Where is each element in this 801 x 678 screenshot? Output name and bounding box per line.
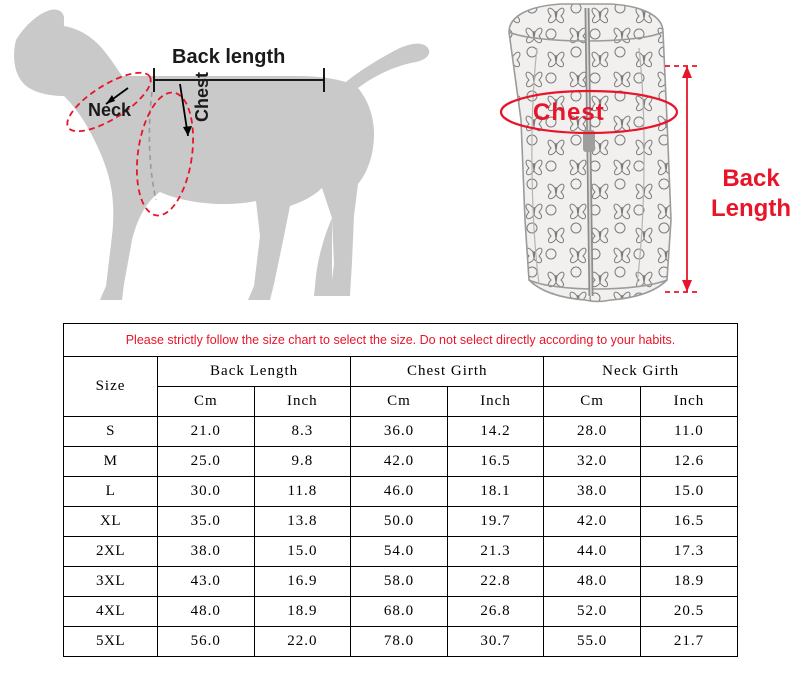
cell-size: M xyxy=(64,447,158,477)
cell-back-inch: 16.9 xyxy=(254,567,351,597)
table-row xyxy=(64,537,737,567)
cell-size: L xyxy=(64,477,158,507)
cell-size: XL xyxy=(64,507,158,537)
cell-chest-cm: 58.0 xyxy=(351,567,448,597)
cell-neck-cm: 38.0 xyxy=(544,477,641,507)
table-header-group-row xyxy=(64,357,737,387)
header-back-cm: Cm xyxy=(158,387,255,417)
cell-neck-cm: 42.0 xyxy=(544,507,641,537)
cell-chest-inch: 26.8 xyxy=(447,597,544,627)
cell-neck-cm: 55.0 xyxy=(544,627,641,657)
label-chest-dog: Chest xyxy=(192,71,212,122)
cell-chest-cm: 50.0 xyxy=(351,507,448,537)
header-back-length: Back Length xyxy=(158,357,351,387)
header-chest-inch: Inch xyxy=(447,387,544,417)
cell-neck-cm: 44.0 xyxy=(544,537,641,567)
label-chest-vest: Chest xyxy=(533,99,605,126)
cell-neck-cm: 52.0 xyxy=(544,597,641,627)
cell-chest-inch: 19.7 xyxy=(447,507,544,537)
cell-neck-inch: 12.6 xyxy=(640,447,737,477)
header-chest-girth: Chest Girth xyxy=(351,357,544,387)
table-row xyxy=(64,417,737,447)
header-neck-cm: Cm xyxy=(544,387,641,417)
cell-neck-inch: 20.5 xyxy=(640,597,737,627)
cell-back-inch: 11.8 xyxy=(254,477,351,507)
table-row xyxy=(64,507,737,537)
cell-chest-inch: 14.2 xyxy=(447,417,544,447)
cell-neck-inch: 15.0 xyxy=(640,477,737,507)
label-back-length-dog: Back length xyxy=(172,46,286,68)
cell-chest-inch: 21.3 xyxy=(447,537,544,567)
cell-size: 3XL xyxy=(64,567,158,597)
cell-chest-cm: 54.0 xyxy=(351,537,448,567)
cell-chest-inch: 18.1 xyxy=(447,477,544,507)
table-row xyxy=(64,627,737,657)
cell-size: S xyxy=(64,417,158,447)
cell-neck-cm: 32.0 xyxy=(544,447,641,477)
cell-back-inch: 9.8 xyxy=(254,447,351,477)
cell-neck-inch: 21.7 xyxy=(640,627,737,657)
cell-chest-inch: 16.5 xyxy=(447,447,544,477)
header-neck-inch: Inch xyxy=(640,387,737,417)
header-neck-girth: Neck Girth xyxy=(544,357,737,387)
header-chest-cm: Cm xyxy=(351,387,448,417)
cell-back-inch: 18.9 xyxy=(254,597,351,627)
label-back-length-vest: Back Length xyxy=(711,165,791,222)
cell-back-cm: 35.0 xyxy=(158,507,255,537)
cell-back-cm: 43.0 xyxy=(158,567,255,597)
cell-chest-cm: 46.0 xyxy=(351,477,448,507)
cell-size: 4XL xyxy=(64,597,158,627)
header-back-inch: Inch xyxy=(254,387,351,417)
cell-chest-cm: 68.0 xyxy=(351,597,448,627)
table-row xyxy=(64,597,737,627)
cell-back-cm: 48.0 xyxy=(158,597,255,627)
label-neck-dog: Neck xyxy=(88,100,132,120)
cell-chest-cm: 78.0 xyxy=(351,627,448,657)
cell-neck-cm: 28.0 xyxy=(544,417,641,447)
table-header-unit-row xyxy=(64,387,737,417)
cell-neck-inch: 17.3 xyxy=(640,537,737,567)
cell-back-inch: 15.0 xyxy=(254,537,351,567)
table-row xyxy=(64,567,737,597)
cell-back-inch: 13.8 xyxy=(254,507,351,537)
cell-back-inch: 8.3 xyxy=(254,417,351,447)
cell-back-cm: 25.0 xyxy=(158,447,255,477)
illustration-area xyxy=(0,0,801,318)
cell-back-inch: 22.0 xyxy=(254,627,351,657)
cell-chest-cm: 36.0 xyxy=(351,417,448,447)
cell-chest-inch: 22.8 xyxy=(447,567,544,597)
dog-vest-illustration xyxy=(455,0,801,318)
cell-neck-cm: 48.0 xyxy=(544,567,641,597)
cell-neck-inch: 11.0 xyxy=(640,417,737,447)
table-row xyxy=(64,477,737,507)
cell-back-cm: 30.0 xyxy=(158,477,255,507)
cell-back-cm: 56.0 xyxy=(158,627,255,657)
size-chart-notice: Please strictly follow the size chart to select the size. Do not select directly according to your habits. xyxy=(64,324,737,357)
cell-neck-inch: 16.5 xyxy=(640,507,737,537)
cell-back-cm: 21.0 xyxy=(158,417,255,447)
size-chart-table xyxy=(64,357,737,656)
cell-neck-inch: 18.9 xyxy=(640,567,737,597)
cell-chest-inch: 30.7 xyxy=(447,627,544,657)
cell-back-cm: 38.0 xyxy=(158,537,255,567)
cell-size: 2XL xyxy=(64,537,158,567)
cell-chest-cm: 42.0 xyxy=(351,447,448,477)
table-row xyxy=(64,447,737,477)
cell-size: 5XL xyxy=(64,627,158,657)
size-chart-table-container xyxy=(63,323,738,657)
header-size: Size xyxy=(64,357,158,417)
